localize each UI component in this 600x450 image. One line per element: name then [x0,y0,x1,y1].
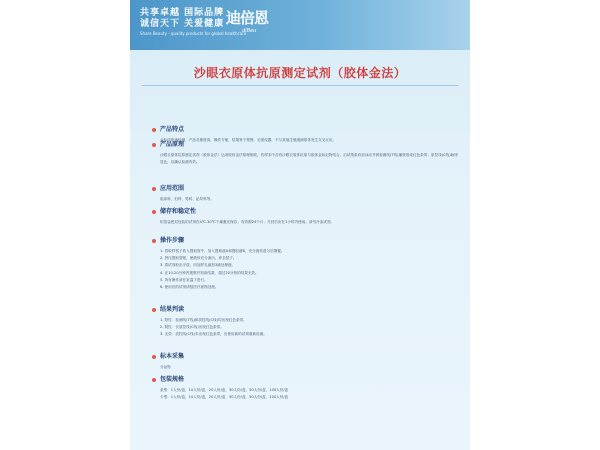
bullet-icon [152,210,156,214]
section-principle [158,140,460,166]
bullet-icon [152,239,156,243]
section-scope [158,184,460,203]
bullet-icon [152,143,156,147]
section-body: 分泌物 [160,365,171,369]
section-body: 1. 将取样拭子放入提取管中，加入提取液A和提取液B，充分旋转混匀后静置。 2. 挤压提取管壁，使液体充分流出，弃去拭子。 3. 将试剂取出平放，向加样孔滴加3滴处理液。 4. 在10-20分钟内观察并判读结果，超过20分钟的结果无效。 5. 所有操作请在室温下进行。 6. 使用后的试剂请按医疗废物处理。 [160,249,285,290]
bullet-icon [152,308,156,312]
section-title: 包装规格 [160,376,185,383]
section-title: 产品特点 [160,126,185,133]
section-body: 条型：1人份/盒，10人份/盒，20人份/盒，30人份/盒，50人份/盒，100人份/盒 卡型：1人份/盒，10人份/盒，20人份/盒，30人份/盒，50人份/盒，100人份/盒 [160,388,289,400]
section-title: 产品原理 [160,141,185,148]
brand-logo [226,8,268,38]
bullet-icon [152,187,156,191]
bullet-icon [152,128,156,132]
section-title: 储存和稳定性 [160,208,197,215]
logo-text: 迪倍恩 [226,9,269,27]
section-title: 结果判读 [160,306,185,313]
section-results [158,305,460,339]
section-body: 铝箔袋密封包装的试剂在4℃-30℃干燥避光保存，有效期24个月；开封后应在1小时内使用。请勿冷冻试剂。 [160,220,335,224]
section-body: 1. 阳性：检测线(T线)和质控线(C线)均出现红色条带。 2. 阴性：仅质控线(C线)出现红色条带。 3. 无效：质控线(C线)未出现红色条带，应使用新的试剂重新检测。 [160,318,267,337]
section-body: 沙眼衣原体抗原测定试剂（胶体金法）运用胶体金法原理制成，若样本中含有沙眼衣原体抗原与胶体金标记物结合，沿试纸条向前泳动并被检测线(T线)捕获形成红色条带；质控线(C线)始终显色，以确认检测有效。 [160,153,458,165]
bullet-icon [152,355,156,359]
section-packaging [158,375,460,401]
slogan-line-2: 诚信天下 关爱健康 [140,19,225,29]
page-title: 沙眼衣原体抗原测定试剂（胶体金法） [193,66,407,80]
title-divider [142,85,458,86]
section-procedure [158,236,460,291]
section-storage [158,207,460,226]
logo-en-text: diBeu [242,28,257,34]
section-body: 金标法快速检测，产品灵敏度高，操作方便，结果易于观察，无需仪器，不与其他生殖道病原体发生交叉反应。 [160,138,337,142]
product-sheet [130,0,470,450]
section-specimen [158,352,460,371]
bullet-icon [152,378,156,382]
slogan-subtitle: Share Beauty - quality products for global healthcare [140,31,247,36]
section-title: 操作步骤 [160,237,185,244]
header-banner [130,0,470,50]
section-title: 应用范围 [160,185,185,192]
slogan-line-1: 共享卓越 国际品牌 [140,8,225,18]
section-title: 标本采集 [160,353,185,360]
section-body: 临床科、妇科、男科、泌尿科等。 [160,197,214,201]
